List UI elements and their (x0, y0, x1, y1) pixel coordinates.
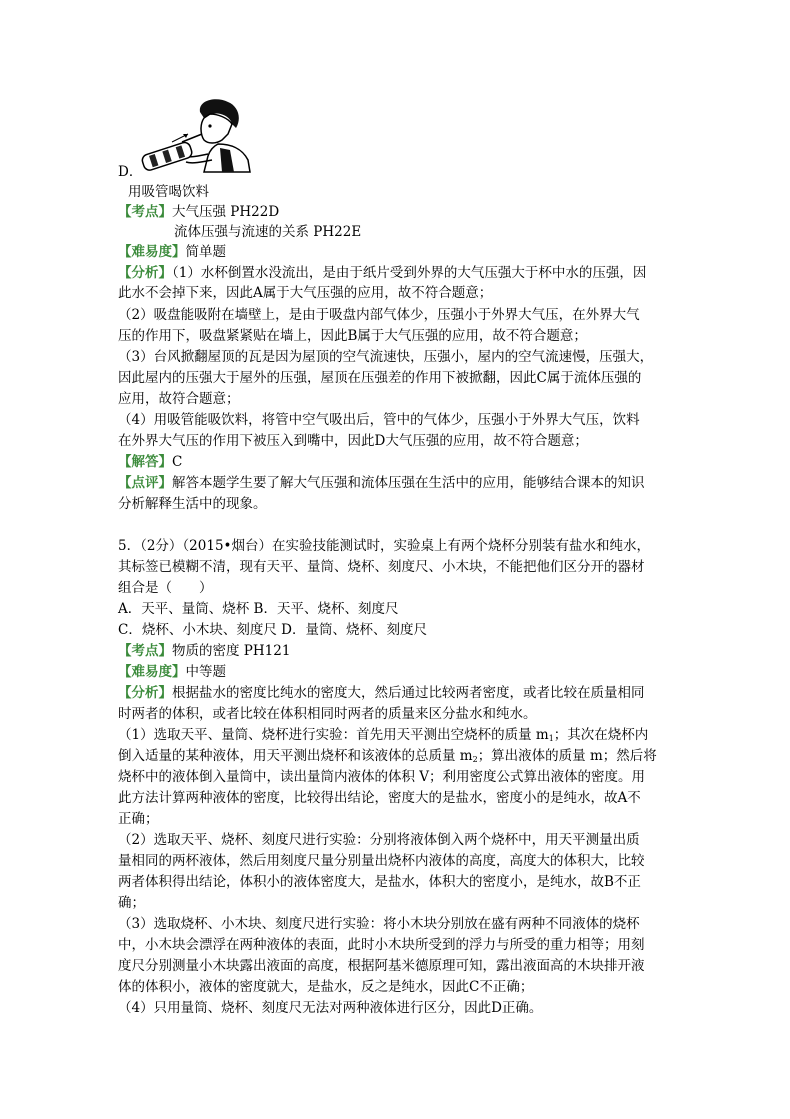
q4-comment-2: 分析解释生活中的现象。 (118, 496, 267, 512)
q5-p4-line: （4）只用量筒、烧杯、刻度尺无法对两种液体进行区分，因此D正确。 (118, 1000, 543, 1016)
q4-kaodian (118, 202, 279, 222)
comment-tag: 【点评】 (118, 475, 172, 491)
q5-kaodian (118, 641, 290, 661)
q5-analysis-2: 时两者的体积，或者比较在体积相同时两者的质量来区分盐水和纯水。 (118, 706, 537, 722)
kaodian-text: 大气压强 PH22D (172, 204, 280, 220)
q4-analysis-line: 因此屋内的压强大于屋外的压强，屋顶在压强差的作用下被掀翻，因此C属于流体压强的 (118, 370, 642, 386)
p1-text: 倒入适量的某种液体，用天平测出烧杯和该液体的总质量 m (118, 748, 473, 764)
p1-text: （1）选取天平、量筒、烧杯进行实验：首先用天平测出空烧杯的质量 m (118, 727, 549, 743)
q5-p2-line: 量相同的两杯液体，然后用刻度尺量分别量出烧杯内液体的高度，高度大的体积大，比较 (118, 853, 645, 869)
q5-analysis-1 (118, 683, 645, 703)
q5-p1-line: 正确； (118, 811, 159, 827)
q5-p3-line: （3）选取烧杯、小木块、刻度尺进行实验：将小木块分别放在盛有两种不同液体的烧杯 (118, 916, 640, 932)
q5-difficulty (118, 662, 226, 682)
q4-comment (118, 473, 645, 493)
kaodian-tag: 【考点】 (118, 643, 172, 659)
q4-analysis-line: 在外界大气压的作用下被压入到嘴中，因此D大气压强的应用，故不符合题意； (118, 433, 588, 449)
comment-text: 解答本题学生要了解大气压强和流体压强在生活中的应用，能够结合课本的知识 (172, 475, 645, 491)
q5-p1-line: 烧杯中的液体倒入量筒中，读出量筒内液体的体积 V；利用密度公式算出液体的密度。用 (118, 769, 646, 785)
q4-analysis-line: 应用，故符合题意； (118, 391, 240, 407)
q5-p2-line: （2）选取天平、烧杯、刻度尺进行实验：分别将液体倒入两个烧杯中，用天平测量出质 (118, 832, 640, 848)
subscript: 1 (548, 734, 554, 743)
q5-p3-line: 体的体积小，液体的密度就大，是盐水，反之是纯水，因此C不正确； (118, 979, 534, 995)
q5-stem-line: 组合是（ ） (118, 580, 213, 596)
q5-p2-line: 确； (118, 895, 145, 911)
q5-p2-line: 两者体积得出结论，体积小的液体密度大，是盐水，体积大的密度小，是纯水，故B不正 (118, 874, 641, 890)
q4-difficulty (118, 242, 226, 262)
answer-tag: 【解答】 (118, 454, 172, 470)
q5-stem-line: 5．（2分）（2015•烟台）在实验技能测试时，实验桌上有两个烧杯分别装有盐水和纯水， (118, 538, 650, 554)
answer-text: C (172, 454, 183, 470)
q4-kaodian-2: 流体压强与流速的关系 PH22E (174, 224, 362, 240)
analysis-tag: 【分析】 (118, 265, 172, 281)
analysis-text: （1）水杯倒置水没流出，是由于纸片受到外界的大气压强大于杯中水的压强，因 (172, 265, 647, 281)
drinking-straw-illustration (138, 98, 256, 174)
kaodian-text: 物质的密度 PH121 (172, 643, 291, 659)
q4-answer (118, 452, 182, 472)
difficulty-text: 简单题 (185, 244, 226, 260)
p1-text-end: ；算出液体的质量 m；然后将 (477, 748, 657, 764)
q4-analysis-line: 此水不会掉下来，因此A属于大气压强的应用，故不符合题意； (118, 285, 493, 301)
q5-options-cd: C．烧杯、小木块、刻度尺 D．量筒、烧杯、刻度尺 (118, 622, 427, 638)
p1-text-end: ；其次在烧杯内 (553, 727, 649, 743)
q4-analysis-line: 压的作用下，吸盘紧紧贴在墙上，因此B属于大气压强的应用，故不符合题意； (118, 328, 587, 344)
q4-analysis-line: （2）吸盘能吸附在墙壁上，是由于吸盘内部气体少，压强小于外界大气压，在外界大气 (118, 307, 640, 323)
q5-options-ab: A．天平、量筒、烧杯 B．天平、烧杯、刻度尺 (118, 601, 399, 617)
difficulty-tag: 【难易度】 (118, 664, 186, 680)
option-d-caption: 用吸管喝饮料 (128, 184, 209, 200)
analysis-text: 根据盐水的密度比纯水的密度大，然后通过比较两者密度，或者比较在质量相同 (172, 685, 645, 701)
analysis-tag: 【分析】 (118, 685, 172, 701)
q4-analysis-line: （3）台风掀翻屋顶的瓦是因为屋顶的空气流速快，压强小，屋内的空气流速慢，压强大， (118, 349, 654, 365)
q5-p3-line: 度尺分别测量小木块露出液面的高度，根据阿基米德原理可知，露出液面高的木块排开液 (118, 958, 645, 974)
q5-stem-line: 其标签已模糊不清，现有天平、量筒、烧杯、刻度尺、小木块，不能把他们区分开的器材 (118, 559, 645, 575)
kaodian-tag: 【考点】 (118, 204, 172, 220)
difficulty-tag: 【难易度】 (118, 244, 186, 260)
q4-analysis-line: （4）用吸管能吸饮料，将管中空气吸出后，管中的气体少，压强小于外界大气压，饮料 (118, 412, 640, 428)
q4-analysis-1 (118, 263, 646, 283)
subscript: 2 (472, 755, 478, 764)
q5-p1-line: 此方法计算两种液体的密度，比较得出结论，密度大的是盐水，密度小的是纯水，故A不 (118, 790, 641, 806)
q5-p3-line: 中，小木块会漂浮在两种液体的表面，此时小木块所受到的浮力与所受的重力相等；用刻 (118, 937, 645, 953)
difficulty-text: 中等题 (185, 664, 226, 680)
option-d-letter: D． (118, 164, 143, 180)
